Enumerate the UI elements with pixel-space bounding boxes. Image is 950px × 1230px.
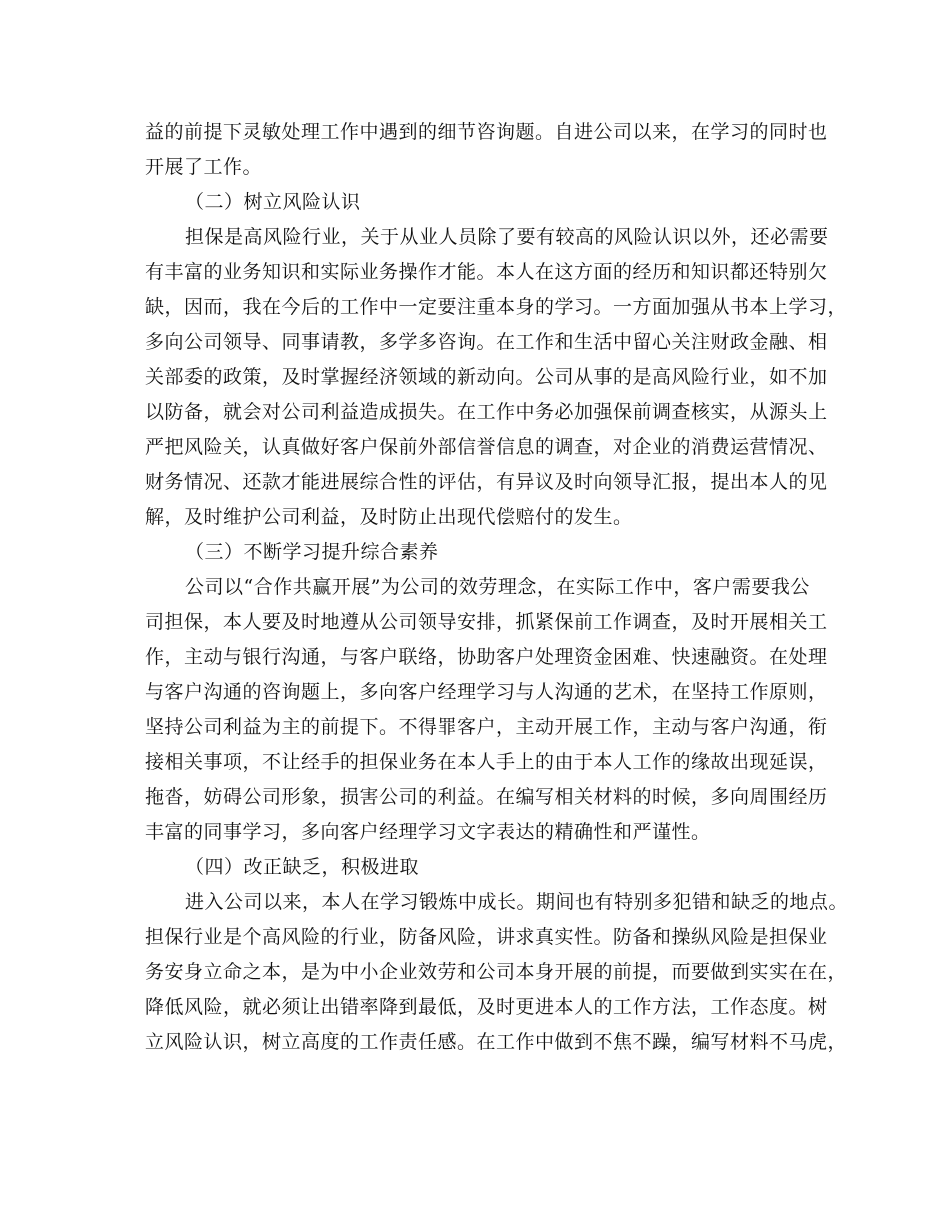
paragraph-first-line: 公司以“合作共赢开展”为公司的效劳理念，在实际工作中，客户需要我公: [185, 576, 810, 598]
paragraph-line: 降低风险，就必须让出错率降到最低，及时更进本人的工作方法，工作态度。树: [145, 996, 828, 1018]
paragraph-line: 立风险认识，树立高度的工作责任感。在工作中做到不焦不躁，编写材料不马虎，: [145, 1031, 848, 1053]
paragraph-line: 关部委的政策，及时掌握经济领域的新动向。公司从事的是高风险行业，如不加: [145, 366, 828, 388]
paragraph-line: 财务情况、还款才能进展综合性的评估，有异议及时向领导汇报，提出本人的见: [145, 471, 828, 493]
paragraph-line: 解，及时维护公司利益，及时防止出现代偿赔付的发生。: [145, 506, 633, 528]
paragraph-line: 严把风险关，认真做好客户保前外部信誉信息的调查，对企业的消费运营情况、: [145, 436, 828, 458]
paragraph-line: 开展了工作。: [145, 156, 263, 178]
paragraph-line: 作，主动与银行沟通，与客户联络，协助客户处理资金困难、快速融资。在处理: [145, 646, 828, 668]
paragraph-line: 坚持公司利益为主的前提下。不得罪客户，主动开展工作，主动与客户沟通，衔: [145, 716, 828, 738]
paragraph-line: 以防备，就会对公司利益造成损失。在工作中务必加强保前调查核实，从源头上: [145, 401, 828, 423]
section-heading: （四）改正缺乏，积极进取: [185, 856, 420, 878]
paragraph-line: 与客户沟通的咨询题上，多向客户经理学习与人沟通的艺术，在坚持工作原则，: [145, 681, 828, 703]
paragraph-line: 务安身立命之本，是为中小企业效劳和公司本身开展的前提，而要做到实实在在，: [145, 961, 848, 983]
paragraph-line: 有丰富的业务知识和实际业务操作才能。本人在这方面的经历和知识都还特别欠: [145, 261, 828, 283]
paragraph-first-line: 担保是高风险行业，关于从业人员除了要有较高的风险认识以外，还必需要: [185, 226, 829, 248]
paragraph-line: 拖沓，妨碍公司形象，损害公司的利益。在编写相关材料的时候，多向周围经历: [145, 786, 828, 808]
paragraph-first-line: 进入公司以来，本人在学习锻炼中成长。期间也有特别多犯错和缺乏的地点。: [185, 891, 849, 913]
paragraph-line: 接相关事项，不让经手的担保业务在本人手上的由于本人工作的缘故出现延误，: [145, 751, 828, 773]
section-heading: （三）不断学习提升综合素养: [185, 541, 439, 563]
section-heading: （二）树立风险认识: [185, 191, 361, 213]
paragraph-line: 丰富的同事学习，多向客户经理学习文字表达的精确性和严谨性。: [145, 821, 711, 843]
paragraph-line: 担保行业是个高风险的行业，防备风险，讲求真实性。防备和操纵风险是担保业: [145, 926, 828, 948]
paragraph-line: 司担保，本人要及时地遵从公司领导安排，抓紧保前工作调查，及时开展相关工: [145, 611, 828, 633]
paragraph-line: 缺，因而，我在今后的工作中一定要注重本身的学习。一方面加强从书本上学习，: [145, 296, 848, 318]
paragraph-line: 多向公司领导、同事请教，多学多咨询。在工作和生活中留心关注财政金融、相: [145, 331, 828, 353]
paragraph-line: 益的前提下灵敏处理工作中遇到的细节咨询题。自进公司以来，在学习的同时也: [145, 121, 828, 143]
